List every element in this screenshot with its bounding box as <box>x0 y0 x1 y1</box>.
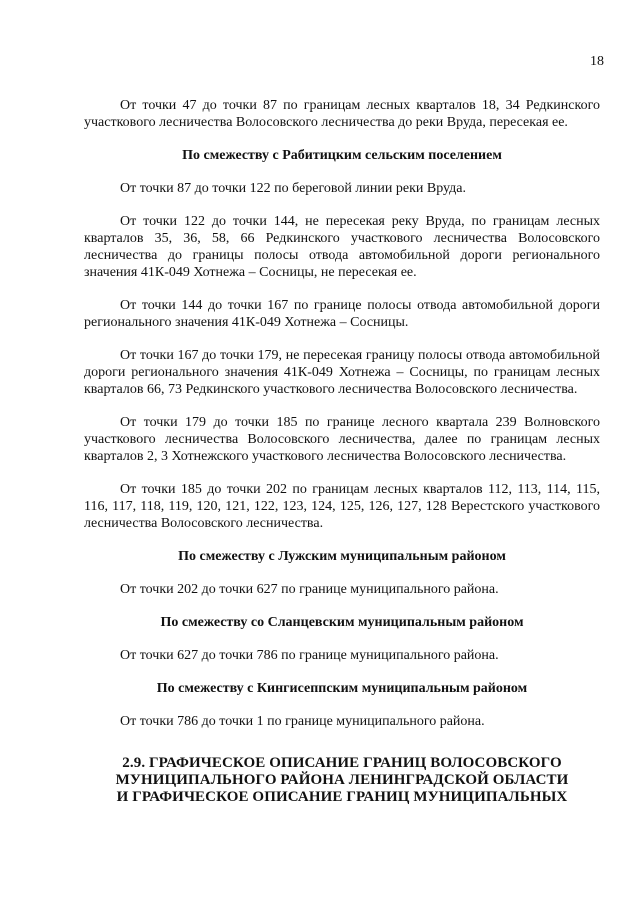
heading-slantsevsky: По смежеству со Сланцевским муниципальным районом <box>160 615 524 630</box>
paragraph-7: От точки 185 до точки 202 по границам лесных кварталов 112, 113, 114, 115, 116, 117, 118, 119, 120, 121, 122, 123, 124, 125, 126, 127, 128 Верестского участкового лесничества Волосовского лесничества. <box>84 482 600 531</box>
page-number: 18 <box>590 54 604 69</box>
paragraph-1: От точки 47 до точки 87 по границам лесных кварталов 18, 34 Редкинского участкового лесничества Волосовского лесничества до реки Вруда, пересекая ее. <box>84 98 600 130</box>
section-title <box>84 755 600 806</box>
paragraph-10: От точки 786 до точки 1 по границе муниципального района. <box>120 714 485 729</box>
paragraph-6: От точки 179 до точки 185 по границе лесного квартала 239 Волновского участкового лесничества Волосовского лесничества, далее по границам лесных кварталов 2, 3 Хотнежского участкового лесничества Волосовского лесничества. <box>84 415 600 464</box>
paragraph-9: От точки 627 до точки 786 по границе муниципального района. <box>120 648 499 663</box>
section-title-line: 2.9. ГРАФИЧЕСКОЕ ОПИСАНИЕ ГРАНИЦ ВОЛОСОВСКОГО <box>122 755 562 771</box>
paragraph-4: От точки 144 до точки 167 по границе полосы отвода автомобильной дороги регионального значения 41К-049 Хотнежа – Сосницы. <box>84 298 600 330</box>
heading-kingiseppsky: По смежеству с Кингисеппским муниципальным районом <box>156 681 528 696</box>
heading-rabititskoe: По смежеству с Рабитицким сельским поселением <box>182 148 502 163</box>
section-title-line: И ГРАФИЧЕСКОЕ ОПИСАНИЕ ГРАНИЦ МУНИЦИПАЛЬНЫХ <box>116 789 568 805</box>
heading-luzhsky: По смежеству с Лужским муниципальным районом <box>178 549 506 564</box>
paragraph-5: От точки 167 до точки 179, не пересекая границу полосы отвода автомобильной дороги регионального значения 41К-049 Хотнежа – Сосницы, по границам лесных кварталов 66, 73 Редкинского участкового лесничества Волосовского лесничества. <box>84 348 600 397</box>
section-title-line: МУНИЦИПАЛЬНОГО РАЙОНА ЛЕНИНГРАДСКОЙ ОБЛАСТИ <box>115 772 569 788</box>
document-body <box>84 97 600 806</box>
paragraph-2: От точки 87 до точки 122 по береговой линии реки Вруда. <box>120 181 466 196</box>
paragraph-8: От точки 202 до точки 627 по границе муниципального района. <box>120 582 499 597</box>
paragraph-3: От точки 122 до точки 144, не пересекая реку Вруда, по границам лесных кварталов 35, 36, 58, 66 Редкинского участкового лесничества Волосовского лесничества до границы полосы отвода автомобильной дороги регионального значения 41К-049 Хотнежа – Сосницы, не пересекая ее. <box>84 214 600 280</box>
